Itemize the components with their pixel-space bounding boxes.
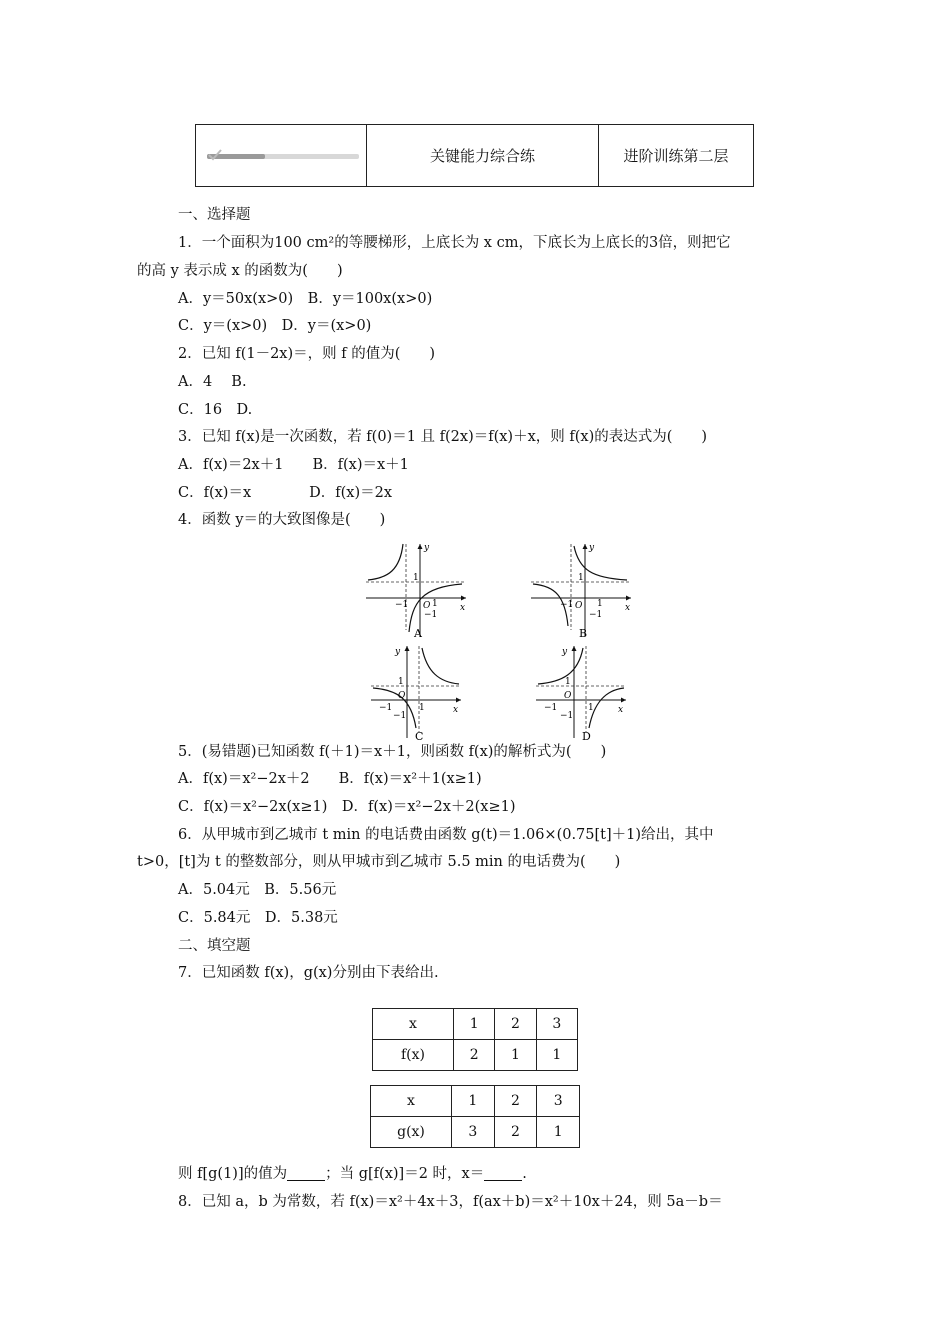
q7-line1: 7．已知函数 f(x)，g(x)分别由下表给出. (178, 965, 439, 981)
graph-a-pos-one: 1 (432, 599, 438, 609)
q6-options-cd: C．5.84元 D．5.38元 (178, 910, 338, 926)
graph-d-y-one: 1 (565, 677, 571, 687)
header-title: 关键能力综合练 (367, 125, 599, 186)
progress-bar-icon (201, 146, 361, 166)
answer-blank-2[interactable] (484, 1166, 522, 1181)
q6-line2: t>0，[t]为 t 的整数部分，则从甲城市到乙城市 5.5 min 的电话费为( ) (137, 854, 621, 870)
header-logo (196, 125, 367, 186)
q4-line1: 4．函数 y＝的大致图像是( ) (178, 512, 386, 528)
q6-line1: 6．从甲城市到乙城市 t min 的电话费由函数 g(t)＝1.06×(0.75[t]＋1)给出，其中 (178, 827, 714, 843)
table-cell: 1 (452, 1086, 495, 1117)
graph-c-y-neg-one: −1 (393, 711, 407, 721)
graph-c-y-one: 1 (398, 677, 404, 687)
header-box (195, 124, 754, 187)
table-cell: 3 (452, 1117, 495, 1148)
q3-line1: 3．已知 f(x)是一次函数，若 f(0)＝1 且 f(2x)＝f(x)＋x，则 f(x)的表达式为( ) (178, 429, 708, 445)
table-g-row-gx (371, 1117, 580, 1148)
graph-b-y-neg-one: −1 (589, 610, 603, 620)
graph-b-y-one: 1 (578, 573, 584, 583)
table-cell: 2 (494, 1117, 537, 1148)
table-f-row-x (373, 1009, 578, 1040)
graph-b-origin: O (575, 601, 583, 611)
graph-c-neg-one: −1 (379, 703, 393, 713)
q2-options-cd: C．16 D. (178, 402, 253, 418)
q7-text-c: . (522, 1166, 527, 1182)
graph-c (367, 642, 467, 742)
q1-options-cd: C．y＝(x>0) D．y＝(x>0) (178, 318, 372, 334)
table-cell: 3 (537, 1086, 580, 1117)
graph-d-pos-one: 1 (588, 703, 594, 713)
q2-line1: 2．已知 f(1－2x)＝，则 f 的值为( ) (178, 346, 436, 362)
graph-b-caption: B (579, 627, 588, 640)
table-cell: 1 (454, 1009, 495, 1040)
section-title-choice: 一、选择题 (178, 207, 251, 223)
table-cell: 1 (537, 1117, 580, 1148)
graph-d-origin: O (564, 691, 572, 701)
graph-b-neg-one: −1 (560, 600, 574, 610)
table-g-row-x (371, 1086, 580, 1117)
graph-b-x-label: x (625, 603, 631, 613)
graph-a-y-label: y (424, 543, 430, 553)
header-level: 进阶训练第二层 (623, 147, 729, 165)
table-cell: 1 (495, 1040, 536, 1071)
graph-a-neg-one: −1 (395, 600, 409, 610)
q6-options-ab: A．5.04元 B．5.56元 (178, 882, 337, 898)
table-cell: x (371, 1086, 452, 1117)
graph-d-y-neg-one: −1 (560, 711, 574, 721)
graph-d-y-label: y (562, 647, 568, 657)
table-f (372, 1008, 578, 1071)
graph-d-x-label: x (618, 705, 624, 715)
q7-text-a: 则 f[g(1)]的值为 (178, 1166, 288, 1182)
q1-line2: 的高 y 表示成 x 的函数为( ) (137, 263, 343, 279)
table-cell: 2 (454, 1040, 495, 1071)
graph-c-origin: O (398, 691, 406, 701)
graph-a-y-neg-one: −1 (424, 610, 438, 620)
graph-c-pos-one: 1 (419, 703, 425, 713)
table-cell: 1 (536, 1040, 577, 1071)
q5-line1: 5．(易错题)已知函数 f(＋1)＝x＋1，则函数 f(x)的解析式为( ) (178, 744, 607, 760)
q1-line1: 1．一个面积为100 cm²的等腰梯形，上底长为 x cm，下底长为上底长的3倍，则把它 (178, 235, 731, 251)
graph-c-x-label: x (453, 705, 459, 715)
graph-b-pos-one: 1 (597, 599, 603, 609)
graph-b-y-label: y (589, 543, 595, 553)
table-cell: 2 (494, 1086, 537, 1117)
table-g (370, 1085, 580, 1148)
section-title-fill: 二、填空题 (178, 938, 251, 954)
q2-options-ab: A．4 B. (178, 374, 247, 390)
q7-text-b: ；当 g[f(x)]＝2 时，x＝ (325, 1166, 485, 1182)
q5-options-cd: C．f(x)＝x²−2x(x≥1) D．f(x)＝x²−2x＋2(x≥1) (178, 799, 516, 815)
table-cell: g(x) (371, 1117, 452, 1148)
graph-a (362, 540, 474, 640)
graph-d-neg-one: −1 (544, 703, 558, 713)
q8-line1: 8．已知 a，b 为常数，若 f(x)＝x²＋4x＋3，f(ax＋b)＝x²＋10x＋24，则 5a－b＝ (178, 1194, 723, 1210)
table-cell: 2 (495, 1009, 536, 1040)
graph-c-y-label: y (395, 647, 401, 657)
graph-b (527, 540, 639, 640)
graph-d-caption: D (582, 730, 591, 742)
q1-options-ab: A．y＝50x(x>0) B．y＝100x(x>0) (178, 291, 433, 307)
q5-options-ab: A．f(x)＝x²−2x＋2 B．f(x)＝x²＋1(x≥1) (178, 771, 482, 787)
answer-blank-1[interactable] (287, 1166, 325, 1181)
table-f-row-fx (373, 1040, 578, 1071)
graph-a-x-label: x (460, 603, 466, 613)
graph-d (532, 642, 632, 742)
graph-c-caption: C (415, 730, 424, 742)
q3-options-ab: A．f(x)＝2x＋1 B．f(x)＝x＋1 (178, 457, 409, 473)
graph-a-origin: O (423, 601, 431, 611)
table-cell: f(x) (373, 1040, 454, 1071)
graph-a-y-one: 1 (413, 573, 419, 583)
q7-line2 (178, 1164, 527, 1184)
q3-options-cd: C．f(x)＝x D．f(x)＝2x (178, 485, 393, 501)
graph-a-caption: A (414, 627, 422, 640)
table-cell: 3 (536, 1009, 577, 1040)
table-cell: x (373, 1009, 454, 1040)
